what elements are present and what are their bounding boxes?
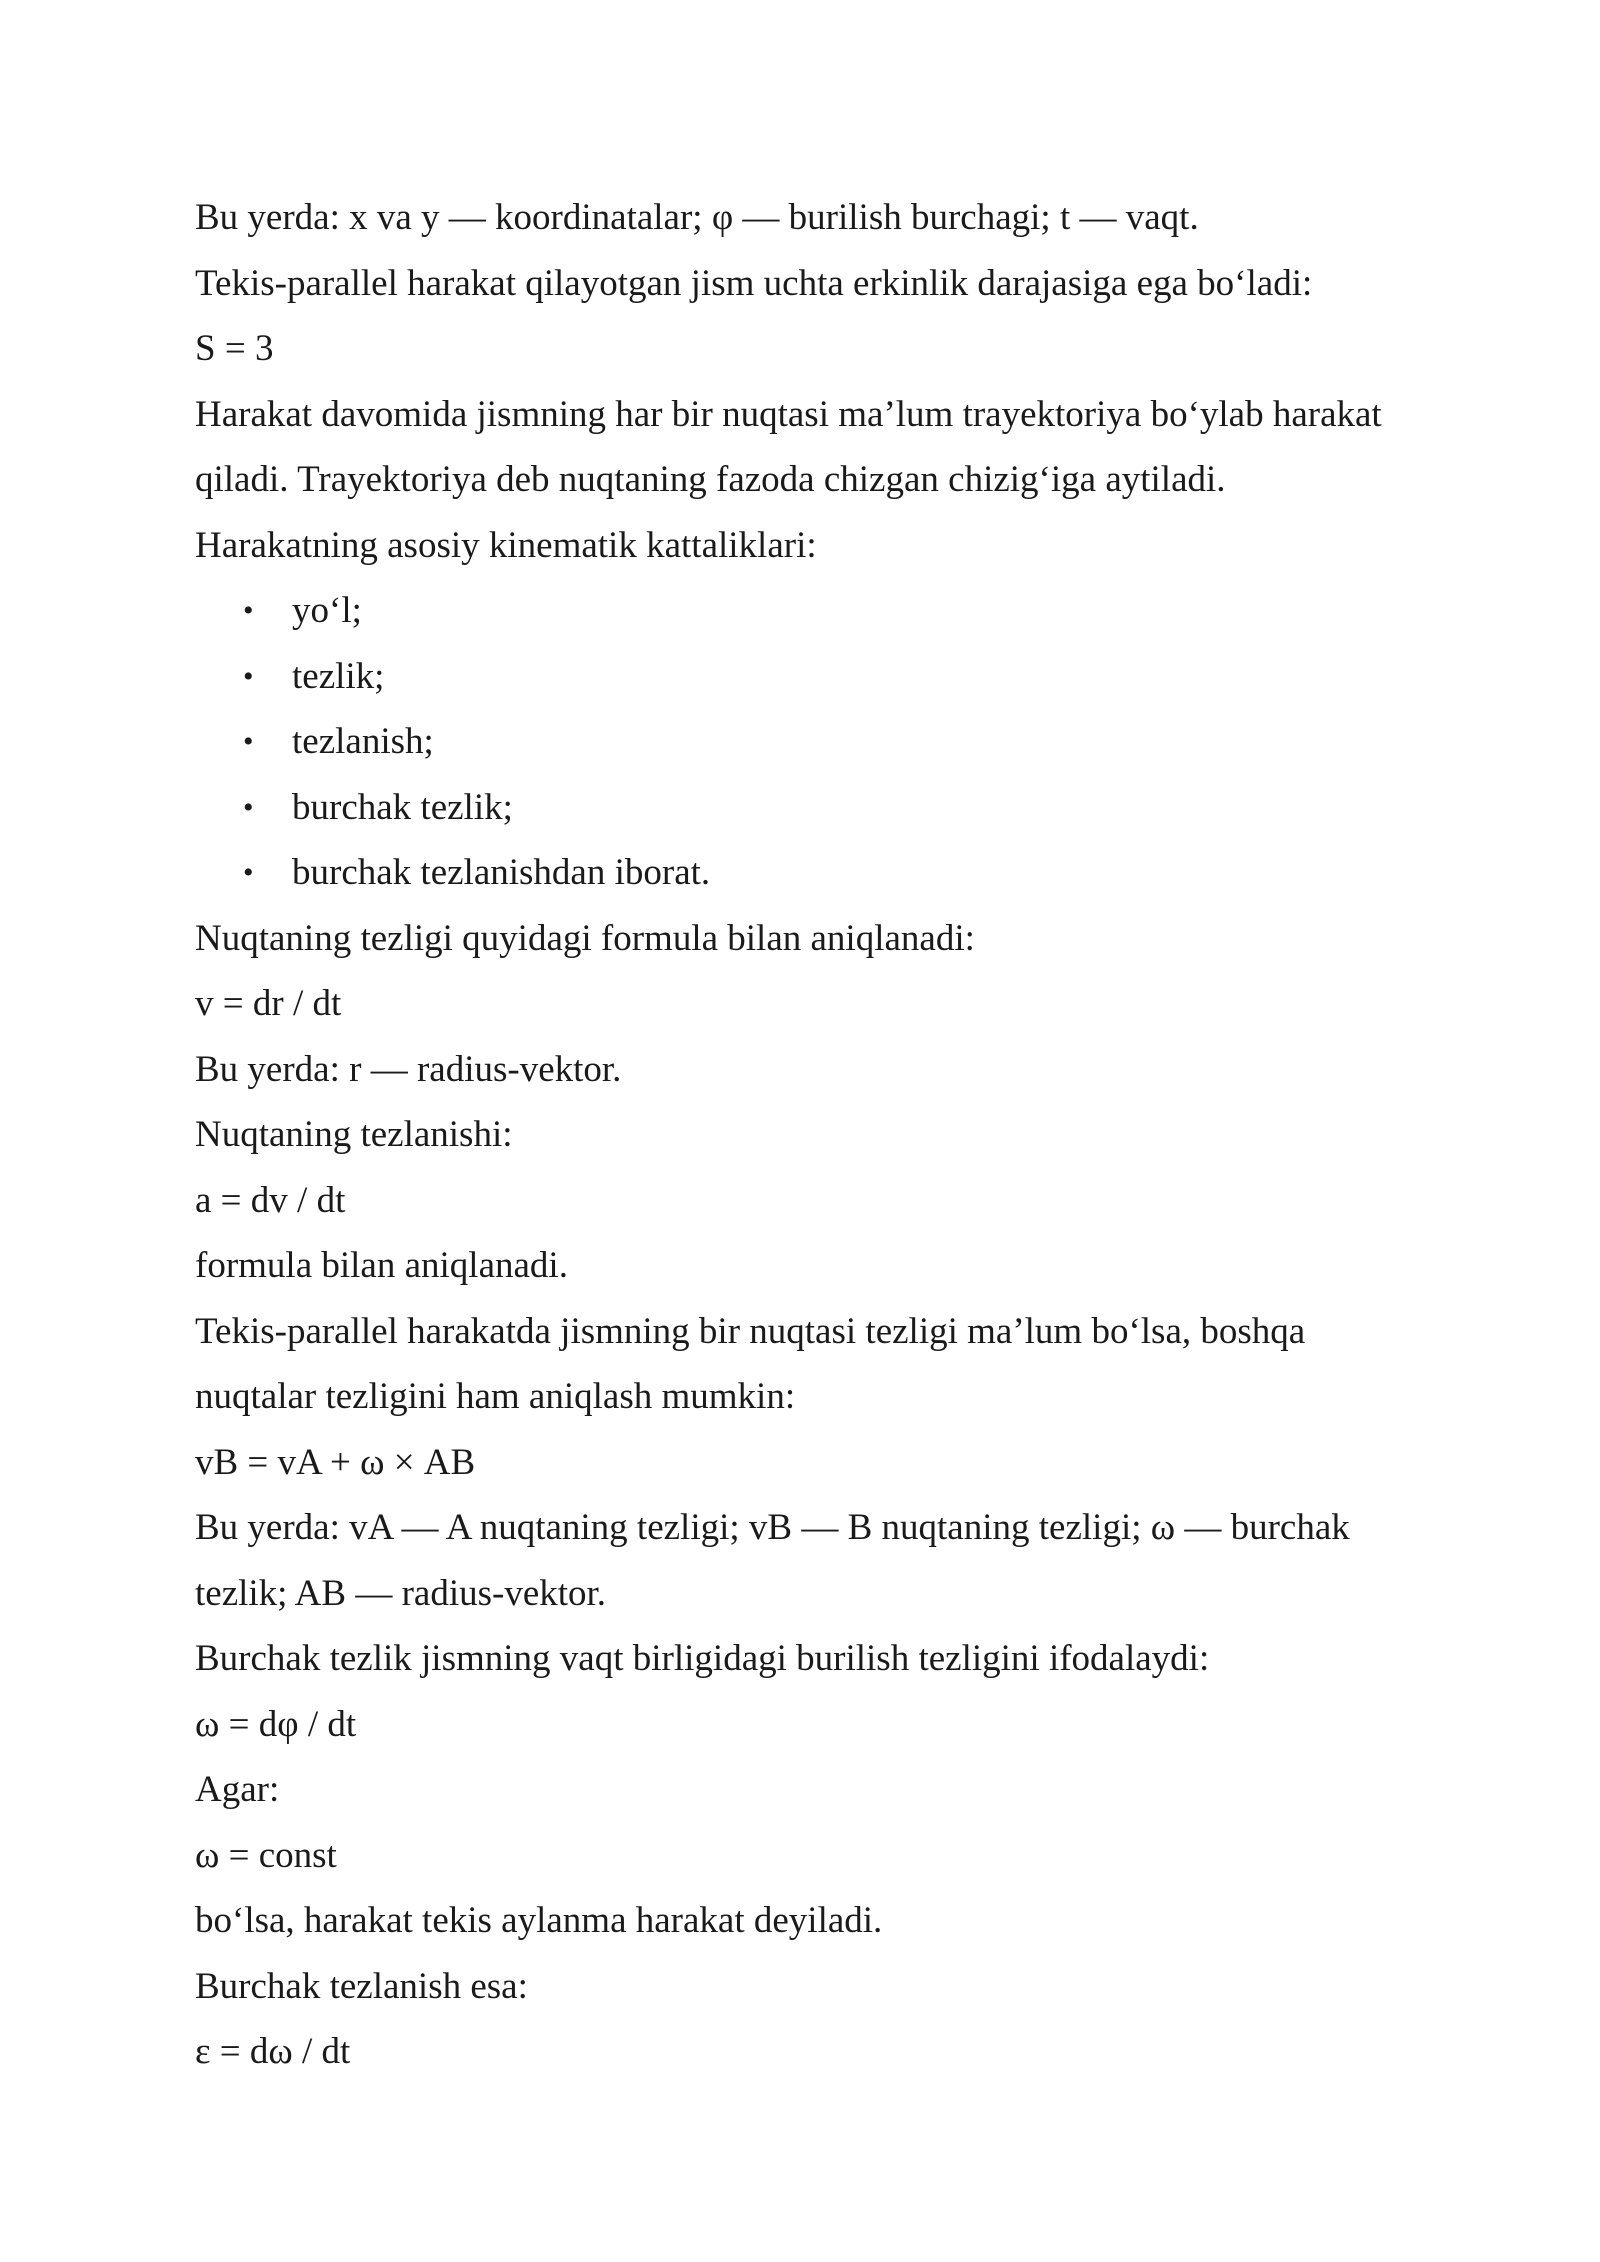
list-item [195, 840, 1425, 906]
bullet-icon: • [243, 659, 254, 693]
kinematic-quantities-list [195, 578, 1425, 906]
text-line: tezlik; AB — radius-vektor. [195, 1572, 607, 1614]
text-line: Tekis-parallel harakatda jismning bir nuqtasi tezligi ma’lum bo‘lsa, boshqa [195, 1310, 1306, 1352]
list-item-text: tezlanish; [292, 721, 434, 762]
text-line: Bu yerda: vA — A nuqtaning tezligi; vB — B nuqtaning tezligi; ω — burchak [195, 1507, 1350, 1548]
formula-line: ω = const [195, 1834, 337, 1876]
text-line: bo‘lsa, harakat tekis aylanma harakat deyiladi. [195, 1900, 883, 1941]
formula-line: ω = dφ / dt [195, 1703, 357, 1745]
text-line: nuqtalar tezligini ham aniqlash mumkin: [195, 1376, 796, 1417]
formula-line: v = dr / dt [195, 983, 342, 1024]
list-item-text: tezlik; [292, 655, 385, 697]
text-line: Agar: [195, 1769, 280, 1810]
bullet-icon: • [243, 594, 254, 627]
formula-line: vB = vA + ω × AB [195, 1441, 476, 1483]
list-item [195, 578, 1425, 644]
list-item-text: yo‘l; [292, 590, 362, 631]
text-line: Burchak tezlik jismning vaqt birligidagi burilish tezligini ifodalaydi: [195, 1638, 1210, 1679]
bullet-icon: • [243, 725, 254, 758]
text-line: Bu yerda: x va y — koordinatalar; φ — burilish burchagi; t — vaqt. [195, 197, 1199, 238]
document-body [195, 185, 1425, 2085]
bullet-icon: • [243, 790, 254, 824]
formula-line: S = 3 [195, 328, 274, 369]
text-line: Harakatning asosiy kinematik kattaliklari: [195, 524, 817, 566]
text-line: Burchak tezlanish esa: [195, 1965, 528, 2007]
list-item [195, 775, 1425, 841]
text-line: qiladi. Trayektoriya deb nuqtaning fazoda chizgan chizig‘iga aytiladi. [195, 459, 1226, 500]
bullet-icon: • [243, 856, 254, 889]
text-line: formula bilan aniqlanadi. [195, 1245, 568, 1286]
text-line: Bu yerda: r — radius-vektor. [195, 1048, 622, 1090]
list-item [195, 644, 1425, 710]
text-line: Nuqtaning tezlanishi: [195, 1114, 513, 1155]
list-item-text: burchak tezlanishdan iborat. [292, 852, 711, 893]
formula-line: ε = dω / dt [195, 2031, 351, 2072]
list-item-text: burchak tezlik; [292, 786, 513, 828]
text-line: Tekis-parallel harakat qilayotgan jism uchta erkinlik darajasiga ega bo‘ladi: [195, 262, 1313, 304]
formula-line: a = dv / dt [195, 1179, 346, 1221]
text-line: Harakat davomida jismning har bir nuqtasi ma’lum trayektoriya bo‘ylab harakat [195, 393, 1382, 435]
text-line: Nuqtaning tezligi quyidagi formula bilan aniqlanadi: [195, 917, 975, 959]
list-item [195, 709, 1425, 775]
